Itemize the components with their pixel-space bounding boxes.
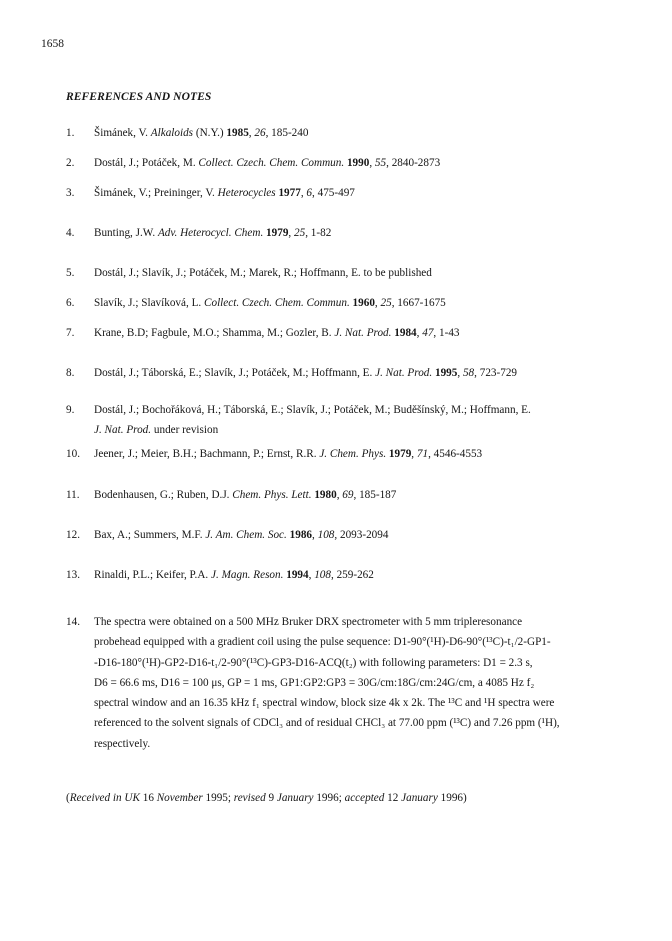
reference-authors: Rinaldi, P.L.; Keifer, P.A. — [94, 569, 209, 581]
reference-year: 1960 — [352, 297, 375, 309]
reference-item — [66, 525, 626, 545]
note-line: respectively. — [94, 737, 151, 750]
reference-pages: 475-497 — [317, 187, 355, 199]
received-month: November — [156, 792, 203, 804]
reference-number: 4. — [66, 227, 75, 239]
reference-number: 10. — [66, 448, 80, 460]
reference-journal: J. Magn. Reson. — [211, 569, 284, 581]
revised-day: 9 — [265, 792, 277, 804]
reference-item — [66, 444, 626, 464]
reference-journal-extra: (N.Y.) — [193, 127, 224, 139]
reference-year: 1977 — [278, 187, 301, 199]
note-line: The spectra were obtained on a 500 MHz Bruker DRX spectrometer with 5 mm tripleresonance — [94, 616, 523, 628]
revised-year: 1996; — [313, 792, 345, 804]
reference-pages: 2840-2873 — [391, 157, 441, 169]
reference-item — [66, 153, 626, 173]
reference-text: Bodenhausen, G.; Ruben, D.J. Chem. Phys. Lett. 1980, 69, 185-187 — [94, 489, 397, 501]
reference-number: 14. — [66, 616, 80, 628]
note-line: probehead equipped with a gradient coil using the pulse sequence: D1-90°(¹H)-D6-90°(¹³C)-t₁/2-GP1- — [94, 636, 551, 649]
reference-text: Šimánek, V. Alkaloids (N.Y.) 1985, 26, 185-240 — [94, 127, 309, 139]
reference-year: 1980 — [314, 489, 337, 501]
reference-number: 6. — [66, 297, 75, 309]
reference-volume: 58 — [462, 367, 475, 379]
reference-number: 11. — [66, 489, 80, 501]
reference-pages: 2093-2094 — [339, 529, 389, 541]
reference-pages: 259-262 — [336, 569, 374, 581]
reference-authors: Dostál, J.; Bochořáková, H.; Táborská, E.; Slavík, J.; Potáček, M.; Buděšínský, M.; Hoffmann, E. — [94, 404, 531, 416]
reference-pages: 185-187 — [359, 489, 397, 501]
reference-volume: 71 — [416, 448, 429, 460]
reference-number: 13. — [66, 569, 80, 581]
reference-number: 1. — [66, 127, 75, 139]
reference-item — [66, 293, 626, 313]
reference-authors: Jeener, J.; Meier, B.H.; Bachmann, P.; Ernst, R.R. — [94, 448, 317, 460]
reference-item — [66, 183, 626, 203]
reference-item — [66, 363, 626, 383]
reference-volume: 108 — [314, 569, 331, 581]
accepted-day: 12 — [384, 792, 402, 804]
reference-item — [66, 565, 626, 585]
reference-status: under revision — [151, 424, 219, 436]
reference-number: 9. — [66, 404, 75, 416]
reference-journal: J. Nat. Prod. — [375, 367, 433, 379]
reference-text: Jeener, J.; Meier, B.H.; Bachmann, P.; Ernst, R.R. J. Chem. Phys. 1979, 71, 4546-4553 — [94, 448, 483, 460]
reference-number: 2. — [66, 157, 75, 169]
reference-authors: Dostál, J.; Potáček, M. — [94, 157, 196, 169]
reference-authors: Slavík, J.; Slavíková, L. — [94, 297, 202, 309]
reference-text: Rinaldi, P.L.; Keifer, P.A. J. Magn. Reson. 1994, 108, 259-262 — [94, 569, 374, 581]
reference-volume: 26 — [254, 127, 266, 139]
reference-journal: Chem. Phys. Lett. — [232, 489, 312, 501]
reference-number: 7. — [66, 327, 75, 339]
revised-label: revised — [233, 792, 266, 804]
reference-year: 1979 — [266, 227, 289, 239]
page-number: 1658 — [41, 38, 64, 50]
reference-item — [66, 223, 626, 243]
reference-journal: Adv. Heterocycl. Chem. — [157, 227, 264, 239]
reference-item — [66, 400, 626, 440]
reference-journal: J. Nat. Prod. — [334, 327, 392, 339]
reference-item — [66, 123, 626, 143]
note-text — [94, 612, 626, 754]
revised-month: January — [276, 792, 314, 804]
references-heading: REFERENCES AND NOTES — [66, 91, 212, 103]
reference-journal: Heterocycles — [217, 187, 276, 199]
reference-authors: Bunting, J.W. — [94, 227, 156, 239]
reference-volume: 69 — [342, 489, 354, 501]
reference-text — [94, 400, 626, 440]
reference-year: 1990 — [346, 157, 370, 169]
reference-journal: J. Nat. Prod. — [94, 424, 152, 436]
reference-year: 1986 — [289, 529, 312, 541]
reference-number: 3. — [66, 187, 75, 199]
reference-volume: 25 — [294, 227, 306, 239]
reference-journal: J. Chem. Phys. — [319, 448, 387, 460]
received-year: 1995; — [202, 792, 234, 804]
reference-authors: Dostál, J.; Táborská, E.; Slavík, J.; Potáček, M.; Hoffmann, E. — [94, 367, 373, 379]
reference-volume: 47 — [422, 327, 434, 339]
reference-text: Dostál, J.; Potáček, M. Collect. Czech. Chem. Commun. 1990, 55, 2840-2873 — [94, 157, 441, 169]
note-line: referenced to the solvent signals of CDCl₃ and of residual CHCl₃ at 77.00 ppm (¹³C) and 7.26 ppm (¹H), — [94, 717, 560, 730]
reference-pages: 4546-4553 — [433, 448, 483, 460]
reference-text: Dostál, J.; Slavík, J.; Potáček, M.; Marek, R.; Hoffmann, E. to be published — [94, 267, 432, 279]
reference-pages: 1-43 — [439, 327, 460, 339]
reference-journal: J. Am. Chem. Soc. — [205, 529, 287, 541]
reference-authors: Bax, A.; Summers, M.F. — [94, 529, 203, 541]
reference-item — [66, 263, 626, 283]
reference-year: 1995 — [434, 367, 458, 379]
reference-number: 5. — [66, 267, 75, 279]
reference-pages: 1667-1675 — [397, 297, 446, 309]
received-dates — [66, 792, 467, 804]
reference-volume: 108 — [317, 529, 335, 541]
reference-text: Bax, A.; Summers, M.F. J. Am. Chem. Soc. 1986, 108, 2093-2094 — [94, 529, 389, 541]
reference-authors: Krane, B.D; Fagbule, M.O.; Shamma, M.; Gozler, B. — [94, 327, 332, 339]
reference-item — [66, 323, 626, 343]
note-line: spectral window and an 16.35 kHz f₁ spectral window, block size 4k x 2k. The ¹³C and ¹H spectra were — [94, 697, 555, 710]
footer-paren: ( — [66, 792, 70, 804]
reference-journal: Collect. Czech. Chem. Commun. — [198, 157, 345, 169]
accepted-month: January — [401, 792, 438, 804]
reference-authors: Šimánek, V. — [94, 127, 148, 139]
reference-item — [66, 485, 626, 505]
reference-text: Šimánek, V.; Preininger, V. Heterocycles 1977, 6, 475-497 — [94, 187, 355, 199]
note-line: D6 = 66.6 ms, D16 = 100 μs, GP = 1 ms, GP1:GP2:GP3 = 30G/cm:18G/cm:24G/cm, a 4085 Hz f₂ — [94, 676, 535, 689]
reference-journal: Alkaloids — [150, 127, 194, 139]
reference-year: 1984 — [394, 327, 417, 339]
reference-year: 1979 — [388, 448, 412, 460]
reference-text: Bunting, J.W. Adv. Heterocycl. Chem. 1979, 25, 1-82 — [94, 227, 332, 239]
reference-authors: Šimánek, V.; Preininger, V. — [94, 187, 215, 199]
reference-number: 8. — [66, 367, 75, 379]
accepted-year: 1996) — [437, 792, 467, 804]
reference-journal: Collect. Czech. Chem. Commun. — [204, 297, 350, 309]
reference-text: Slavík, J.; Slavíková, L. Collect. Czech. Chem. Commun. 1960, 25, 1667-1675 — [94, 297, 446, 309]
note-line: -D16-180°(¹H)-GP2-D16-t₁/2-90°(¹³C)-GP3-D16-ACQ(t₂) with following parameters: D1 = 2.3 s, — [94, 656, 533, 669]
reference-number: 12. — [66, 529, 80, 541]
reference-authors: Bodenhausen, G.; Ruben, D.J. — [94, 489, 230, 501]
reference-volume: 6 — [306, 187, 312, 199]
received-label: Received in UK — [69, 792, 140, 804]
reference-pages: 185-240 — [271, 127, 309, 139]
reference-text: Krane, B.D; Fagbule, M.O.; Shamma, M.; Gozler, B. J. Nat. Prod. 1984, 47, 1-43 — [94, 327, 460, 339]
reference-volume: 55 — [374, 157, 387, 169]
reference-year: 1985 — [226, 127, 249, 139]
received-day: 16 — [139, 792, 157, 804]
reference-note — [66, 612, 626, 754]
reference-pages: 723-729 — [479, 367, 518, 379]
reference-year: 1994 — [286, 569, 309, 581]
reference-text: Dostál, J.; Táborská, E.; Slavík, J.; Potáček, M.; Hoffmann, E. J. Nat. Prod. 1995, 58, 723-729 — [94, 367, 518, 379]
accepted-label: accepted — [344, 792, 385, 804]
reference-pages: 1-82 — [310, 227, 332, 239]
reference-volume: 25 — [380, 297, 392, 309]
